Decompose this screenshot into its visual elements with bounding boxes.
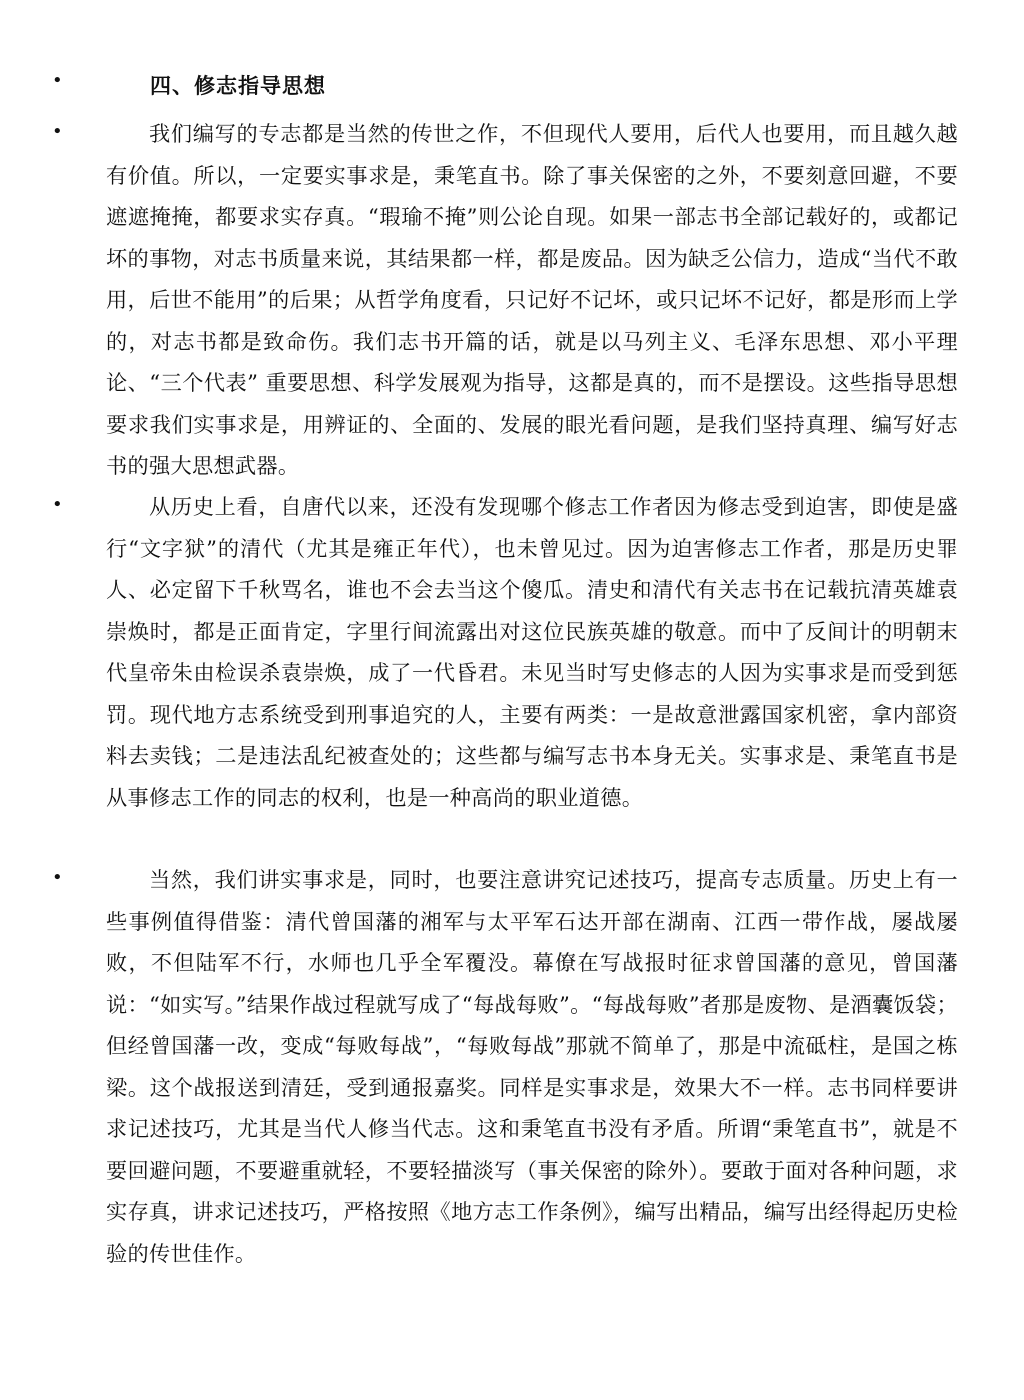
section-heading [0, 66, 1024, 106]
paragraph-text: 我们编写的专志都是当然的传世之作，不但现代人要用，后代人也要用，而且越久越有价值。所以，一定要实事求是，秉笔直书。除了事关保密的之外，不要刻意回避，不要遮遮掩掩，都要求实存真。“瑕瑜不掩”则公论自现。如果一部志书全部记载好的，或都记坏的事物，对志书质量来说，其结果都一样，都是废品。因为缺乏公信力，造成“当代不敢用，后世不能用”的后果；从哲学角度看，只记好不记坏，或只记坏不记好，都是形而上学的，对志书都是致命伤。我们志书开篇的话，就是以马列主义、毛泽东思想、邓小平理论、“三个代表” 重要思想、科学发展观为指导，这都是真的，而不是摆设。这些指导思想要求我们实事求是，用辨证的、全面的、发展的眼光看问题，是我们坚持真理、编写好志书的强大思想武器。 [106, 121, 958, 478]
paragraph-text: 当然，我们讲实事求是，同时，也要注意讲究记述技巧，提高专志质量。历史上有一些事例值得借鉴：清代曾国藩的湘军与太平军石达开部在湖南、江西一带作战，屡战屡败，不但陆军不行，水师也几乎全军覆没。幕僚在写战报时征求曾国藩的意见，曾国藩说：“如实写。”结果作战过程就写成了“每战每败”。“每战每败”者那是废物、是酒囊饭袋；但经曾国藩一改，变成“每败每战”，“每败每战”那就不简单了，那是中流砥柱，是国之栋梁。这个战报送到清廷，受到通报嘉奖。同样是实事求是，效果大不一样。志书同样要讲求记述技巧，尤其是当代人修当代志。这和秉笔直书没有矛盾。所谓“秉笔直书”，就是不要回避问题，不要避重就轻，不要轻描淡写（事关保密的除外）。要敢于面对各种问题，求实存真，讲求记述技巧，严格按照《地方志工作条例》，编写出精品，编写出经得起历史检验的传世佳作。 [106, 867, 958, 1266]
heading-text: 四、修志指导思想 [150, 74, 326, 98]
paragraph-text: 从历史上看，自唐代以来，还没有发现哪个修志工作者因为修志受到迫害，即使是盛行“文字狱”的清代（尤其是雍正年代），也未曾见过。因为迫害修志工作者，那是历史罪人、必定留下千秋骂名，谁也不会去当这个傻瓜。清史和清代有关志书在记载抗清英雄袁崇焕时，都是正面肯定，字里行间流露出对这位民族英雄的敬意。而中了反间计的明朝末代皇帝朱由检误杀袁崇焕，成了一代昏君。未见当时写史修志的人因为实事求是而受到惩罚。现代地方志系统受到刑事追究的人，主要有两类：一是故意泄露国家机密，拿内部资料去卖钱；二是违法乱纪被查处的；这些都与编写志书本身无关。实事求是、秉笔直书是从事修志工作的同志的权利，也是一种高尚的职业道德。 [106, 494, 958, 810]
paragraph-bullet: • [52, 121, 63, 142]
paragraph-bullet: • [52, 494, 63, 515]
heading-bullet: • [52, 70, 63, 91]
paragraph-bullet: • [52, 867, 63, 888]
